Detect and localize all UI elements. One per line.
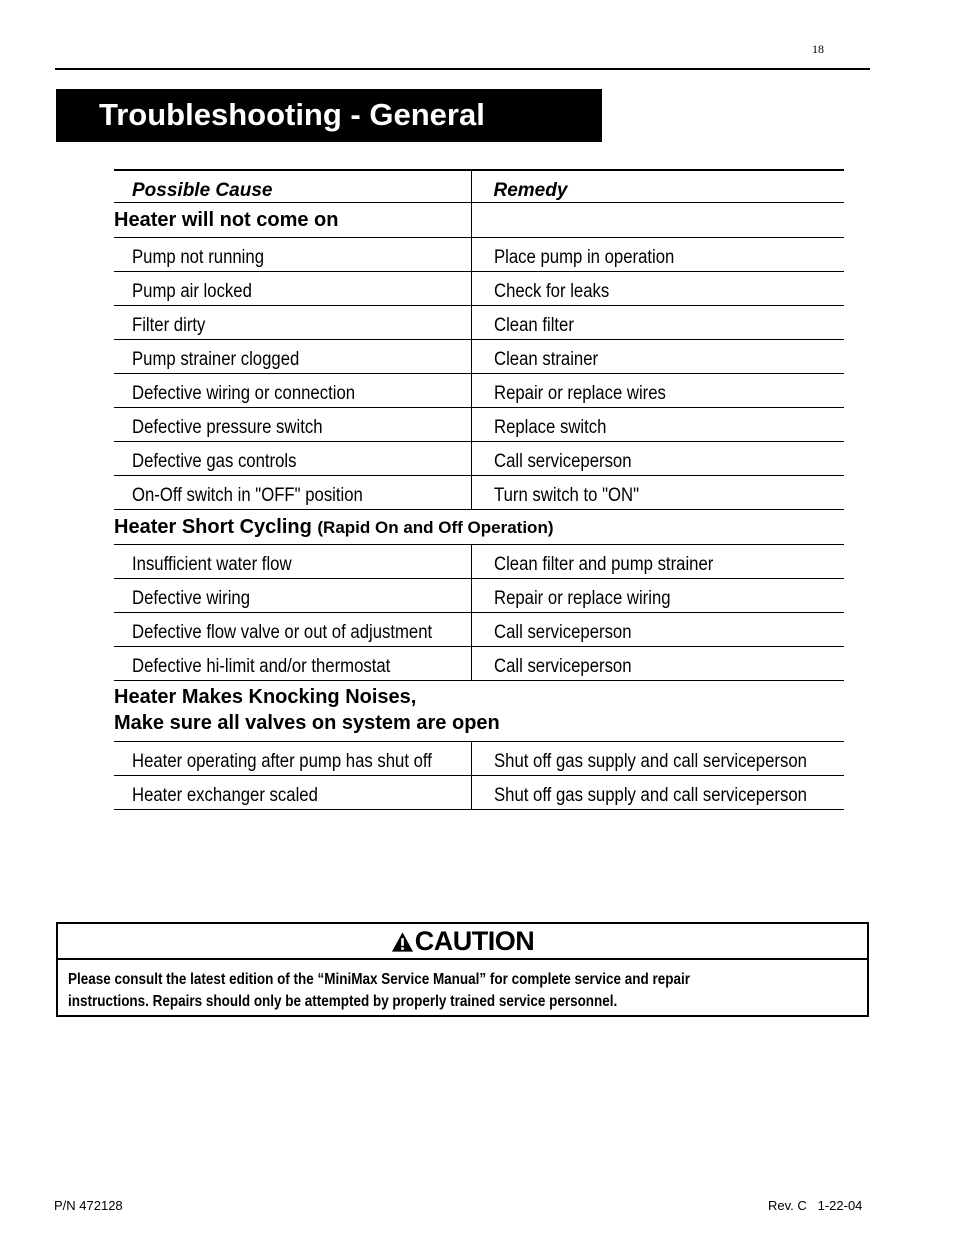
section-title-heater-not-on: Heater will not come on [114, 203, 471, 238]
cause-cell [114, 476, 471, 510]
remedy-cell [471, 374, 844, 408]
cause-cell [114, 776, 471, 810]
footer-revision: Rev. C 1-22-04 [768, 1198, 863, 1213]
caution-title: CAUTION [414, 925, 535, 956]
cause-cell [114, 272, 471, 306]
cause-text: On-Off switch in "OFF" position [132, 485, 363, 506]
remedy-text: Shut off gas supply and call serviceperson [493, 751, 807, 772]
remedy-text: Turn switch to "ON" [493, 485, 639, 506]
remedy-cell [471, 306, 844, 340]
cause-text: Pump not running [132, 247, 264, 268]
cause-cell [114, 545, 471, 579]
remedy-cell [471, 776, 844, 810]
cause-cell [114, 238, 471, 272]
section-title-empty-cell [471, 203, 844, 238]
table-row [114, 408, 844, 442]
table-row [114, 579, 844, 613]
footer-part-number: P/N 472128 [54, 1198, 123, 1213]
remedy-text: Check for leaks [493, 281, 609, 302]
remedy-text: Call serviceperson [493, 656, 632, 677]
remedy-cell [471, 579, 844, 613]
caution-line-1: Please consult the latest edition of the “MiniMax Service Manual” for complete service and repair [68, 971, 690, 988]
cause-cell [114, 374, 471, 408]
top-rule [55, 68, 870, 70]
cause-text: Defective wiring [132, 588, 251, 609]
remedy-cell [471, 340, 844, 374]
caution-header [58, 924, 867, 960]
cause-cell [114, 742, 471, 776]
table-row [114, 742, 844, 776]
page-title: Troubleshooting - General [99, 97, 485, 132]
section-subtitle-text: (Rapid On and Off Operation) [317, 518, 554, 537]
cause-text: Defective flow valve or out of adjustment [132, 622, 433, 643]
header-remedy: Remedy [471, 170, 844, 203]
table-row [114, 238, 844, 272]
remedy-text: Clean filter [493, 315, 574, 336]
remedy-text: Replace switch [493, 417, 606, 438]
page-number: 18 [812, 42, 824, 56]
remedy-cell [471, 238, 844, 272]
table-row [114, 272, 844, 306]
remedy-text: Shut off gas supply and call serviceperson [493, 785, 807, 806]
remedy-text: Call serviceperson [493, 622, 632, 643]
cause-cell [114, 647, 471, 681]
caution-message [58, 960, 867, 1013]
section-title-line2: Make sure all valves on system are open [114, 712, 500, 734]
header-possible-cause: Possible Cause [114, 170, 471, 203]
remedy-cell [471, 742, 844, 776]
cause-text: Pump strainer clogged [132, 349, 300, 370]
remedy-cell [471, 613, 844, 647]
cause-cell [114, 579, 471, 613]
section-heading-row [114, 681, 844, 742]
table-row [114, 442, 844, 476]
cause-text: Heater operating after pump has shut off [132, 751, 432, 772]
cause-text: Insufficient water flow [132, 554, 292, 575]
cause-text: Pump air locked [132, 281, 252, 302]
remedy-text: Clean filter and pump strainer [493, 554, 713, 575]
remedy-cell [471, 647, 844, 681]
troubleshooting-table [114, 169, 844, 810]
table-row [114, 613, 844, 647]
remedy-cell [471, 545, 844, 579]
remedy-text: Repair or replace wires [493, 383, 666, 404]
table-row [114, 306, 844, 340]
table-row [114, 340, 844, 374]
section-title-text: Heater Short Cycling [114, 516, 312, 538]
remedy-text: Clean strainer [493, 349, 598, 370]
section-heading-row [114, 203, 844, 238]
title-bar [56, 89, 602, 142]
cause-cell [114, 340, 471, 374]
section-title-short-cycling [114, 510, 844, 545]
table-row [114, 374, 844, 408]
section-title-knocking-noises [114, 681, 844, 742]
caution-line-2: instructions. Repairs should only be attempted by properly trained service personnel. [68, 993, 618, 1010]
remedy-cell [471, 272, 844, 306]
remedy-cell [471, 476, 844, 510]
cause-text: Defective wiring or connection [132, 383, 356, 404]
cause-text: Defective hi-limit and/or thermostat [132, 656, 391, 677]
table-row [114, 545, 844, 579]
caution-box [56, 922, 869, 1017]
remedy-cell [471, 442, 844, 476]
warning-triangle-icon [391, 931, 414, 953]
table-row [114, 647, 844, 681]
cause-text: Heater exchanger scaled [132, 785, 318, 806]
remedy-text: Repair or replace wiring [493, 588, 671, 609]
table-header-row [114, 170, 844, 203]
table-row [114, 476, 844, 510]
cause-cell [114, 442, 471, 476]
cause-cell [114, 613, 471, 647]
remedy-cell [471, 408, 844, 442]
cause-text: Defective pressure switch [132, 417, 323, 438]
remedy-text: Place pump in operation [493, 247, 674, 268]
table-row [114, 776, 844, 810]
remedy-text: Call serviceperson [493, 451, 632, 472]
cause-cell [114, 408, 471, 442]
cause-text: Filter dirty [132, 315, 206, 336]
cause-text: Defective gas controls [132, 451, 297, 472]
section-title-line1: Heater Makes Knocking Noises, [114, 686, 417, 708]
section-heading-row [114, 510, 844, 545]
cause-cell [114, 306, 471, 340]
